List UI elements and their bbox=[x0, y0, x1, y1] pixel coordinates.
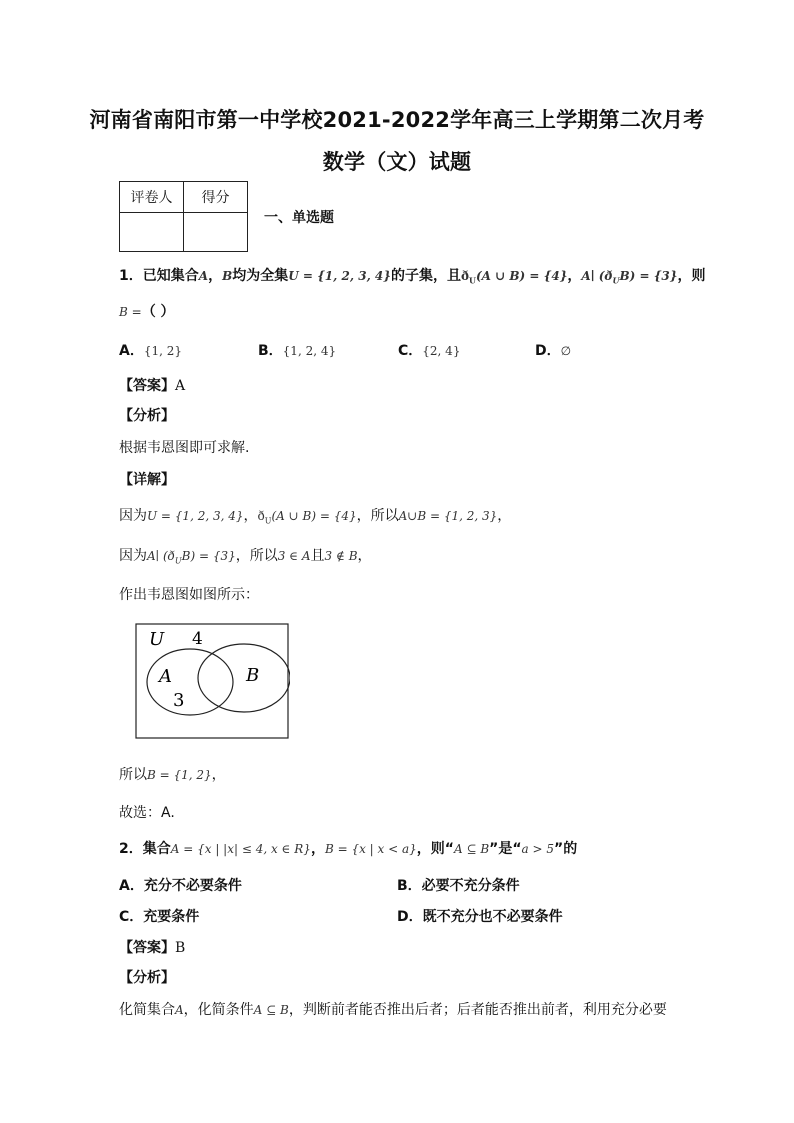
q1-d2-expr1-rest: B) = {3} bbox=[181, 549, 236, 563]
exam-title-line2: 数学（文）试题 bbox=[322, 150, 472, 174]
score-table-score-header: 得分 bbox=[184, 182, 248, 213]
venn-label-b: B bbox=[246, 665, 260, 686]
q2-text-c: ”是“ bbox=[489, 841, 522, 857]
q1-d1-expr2 bbox=[257, 509, 357, 526]
q1-cond1-symbol: ð bbox=[461, 269, 470, 283]
q1-d1-expr2-symbol: ð bbox=[257, 509, 265, 523]
q2-option-a bbox=[119, 875, 242, 895]
q2-stem bbox=[119, 838, 577, 858]
q1-text-d: ，则 bbox=[677, 268, 706, 284]
q1-detail-line4 bbox=[119, 764, 226, 784]
q2-option-c-label: C． bbox=[119, 909, 144, 925]
q1-d1-a: 因为 bbox=[119, 508, 147, 524]
q1-sep2: ， bbox=[567, 268, 582, 284]
q1-option-c-value: {2, 4} bbox=[422, 344, 461, 358]
q1-universal-set: U = {1, 2, 3, 4} bbox=[288, 269, 391, 283]
q2-analysis-label: 【分析】 bbox=[119, 970, 175, 986]
q1-cond2-rest: B) = {3} bbox=[619, 269, 678, 283]
q1-answer-label: 【答案】 bbox=[119, 378, 175, 394]
q1-set-a: A bbox=[198, 269, 209, 283]
q2-an-b: ，化简条件 bbox=[183, 1002, 254, 1018]
q1-text-a: 已知集合 bbox=[142, 268, 199, 284]
q1-detail-line3: 作出韦恩图如图所示： bbox=[119, 587, 259, 603]
exam-title-line1: 河南省南阳市第一中学校2021-2022学年高三上学期第二次月考 bbox=[89, 108, 705, 132]
venn-label-3: 3 bbox=[173, 690, 185, 711]
q1-detail-line5: 故选：A. bbox=[119, 805, 175, 821]
q2-option-c bbox=[119, 906, 199, 926]
q1-detail-line1 bbox=[119, 505, 511, 525]
q1-option-a-label: A． bbox=[119, 343, 144, 359]
q1-answer bbox=[119, 375, 185, 395]
q2-text-d: ”的 bbox=[554, 841, 578, 857]
venn-diagram bbox=[135, 623, 290, 741]
q2-an-set-a: A bbox=[175, 1003, 184, 1017]
q1-option-d bbox=[535, 340, 571, 360]
q1-answer-value: A bbox=[175, 378, 186, 394]
q2-option-d-label: D． bbox=[397, 909, 423, 925]
q1-stem bbox=[119, 265, 705, 285]
q1-cond1-rest: (A ∪ B) = {4} bbox=[476, 269, 568, 283]
q2-number: 2． bbox=[119, 841, 143, 857]
q1-option-b bbox=[258, 340, 336, 360]
q1-d2-d: ， bbox=[357, 548, 372, 564]
q2-option-d-value: 既不充分也不必要条件 bbox=[422, 909, 563, 925]
q2-expr2: B = {x | x < a} bbox=[324, 842, 417, 856]
score-table-reviewer-cell bbox=[120, 213, 184, 252]
q1-option-d-label: D． bbox=[535, 343, 561, 359]
q1-option-b-value: {1, 2, 4} bbox=[282, 344, 337, 358]
q2-option-a-value: 充分不必要条件 bbox=[143, 878, 242, 894]
q2-option-a-label: A． bbox=[119, 878, 144, 894]
q1-option-b-label: B． bbox=[258, 343, 283, 359]
q1-text-c: 的子集，且 bbox=[391, 268, 461, 284]
q1-d1-expr1: U = {1, 2, 3, 4} bbox=[147, 509, 244, 523]
score-table-reviewer-header: 评卷人 bbox=[120, 182, 184, 213]
q1-cond2-sub: U bbox=[612, 275, 620, 286]
q1-d2-expr2: 3 ∈ A bbox=[277, 549, 311, 563]
q2-an-expr: A ⊆ B bbox=[253, 1003, 289, 1017]
q2-an-c: ，判断前者能否推出后者；后者能否推出前者，利用充分必要 bbox=[288, 1002, 667, 1018]
q2-expr1: A = {x | |x| ≤ 4, x ∈ R} bbox=[170, 842, 311, 856]
q1-d1-expr2-sub: U bbox=[264, 516, 272, 526]
venn-label-u: U bbox=[149, 629, 165, 650]
q1-d2-a: 因为 bbox=[119, 548, 147, 564]
q1-option-d-value: ∅ bbox=[560, 344, 572, 358]
q1-stem-line2 bbox=[119, 301, 175, 321]
q1-option-a-value: {1, 2} bbox=[143, 344, 183, 358]
q1-analysis-text: 根据韦恩图即可求解. bbox=[119, 440, 250, 456]
q1-text-b: 均为全集 bbox=[232, 268, 289, 284]
q2-answer-label: 【答案】 bbox=[119, 940, 175, 956]
q2-text-a: 集合 bbox=[142, 841, 171, 857]
q1-cond1 bbox=[461, 269, 568, 286]
q1-d1-d: ， bbox=[497, 508, 512, 524]
q2-option-d bbox=[397, 906, 563, 926]
q2-option-c-value: 充要条件 bbox=[143, 909, 200, 925]
q2-option-b-value: 必要不充分条件 bbox=[421, 878, 520, 894]
q1-number: 1． bbox=[119, 268, 143, 284]
score-table-score-cell bbox=[184, 213, 248, 252]
q1-set-b: B bbox=[222, 269, 233, 283]
section-heading: 一、单选题 bbox=[264, 210, 334, 226]
q1-d2-c: 且 bbox=[310, 548, 325, 564]
venn-label-4: 4 bbox=[192, 629, 203, 649]
q1-line2-expr: B = bbox=[119, 305, 142, 319]
q1-d1-expr2-rest: (A ∪ B) = {4} bbox=[271, 509, 357, 523]
q1-d4-a: 所以 bbox=[119, 767, 147, 783]
q1-d1-b: ， bbox=[243, 508, 258, 524]
q1-detail-label: 【详解】 bbox=[119, 472, 175, 488]
q1-d1-c: ，所以 bbox=[356, 508, 399, 524]
q1-option-c bbox=[398, 340, 460, 360]
q1-analysis-label: 【分析】 bbox=[119, 408, 175, 424]
q1-cond2 bbox=[581, 269, 678, 286]
q1-cond2-head: A∣ (ð bbox=[581, 269, 613, 283]
q2-sep: ， bbox=[310, 841, 325, 857]
q1-d2-expr3: 3 ∉ B bbox=[324, 549, 358, 563]
q1-line2-paren: （ ） bbox=[141, 304, 175, 320]
q1-d2-expr1-head: A∣ (ð bbox=[147, 549, 175, 563]
venn-circle-b bbox=[198, 644, 290, 712]
venn-label-a: A bbox=[159, 666, 172, 687]
q1-d2-expr1 bbox=[147, 549, 236, 566]
score-table bbox=[119, 181, 248, 252]
q1-sep: ， bbox=[208, 268, 223, 284]
q1-d1-expr3: A∪B = {1, 2, 3} bbox=[398, 509, 498, 523]
q1-option-c-label: C． bbox=[398, 343, 423, 359]
q2-answer bbox=[119, 937, 185, 957]
q2-expr3: A ⊆ B bbox=[453, 842, 490, 856]
q2-option-b-label: B． bbox=[397, 878, 422, 894]
q1-detail-line2 bbox=[119, 545, 372, 565]
q2-expr4: a > 5 bbox=[521, 842, 555, 856]
q2-an-a: 化简集合 bbox=[119, 1002, 175, 1018]
q2-answer-value: B bbox=[175, 940, 186, 956]
q1-d4-b: ， bbox=[211, 767, 226, 783]
q1-d4-expr: B = {1, 2} bbox=[147, 768, 212, 782]
q2-option-b bbox=[397, 875, 520, 895]
q1-option-a bbox=[119, 340, 182, 360]
q1-cond1-sub: U bbox=[469, 275, 476, 286]
q1-d2-b: ，所以 bbox=[235, 548, 278, 564]
q1-d2-expr1-sub: U bbox=[174, 556, 182, 566]
q2-text-b: ，则“ bbox=[416, 841, 454, 857]
q2-analysis-text bbox=[119, 999, 667, 1019]
